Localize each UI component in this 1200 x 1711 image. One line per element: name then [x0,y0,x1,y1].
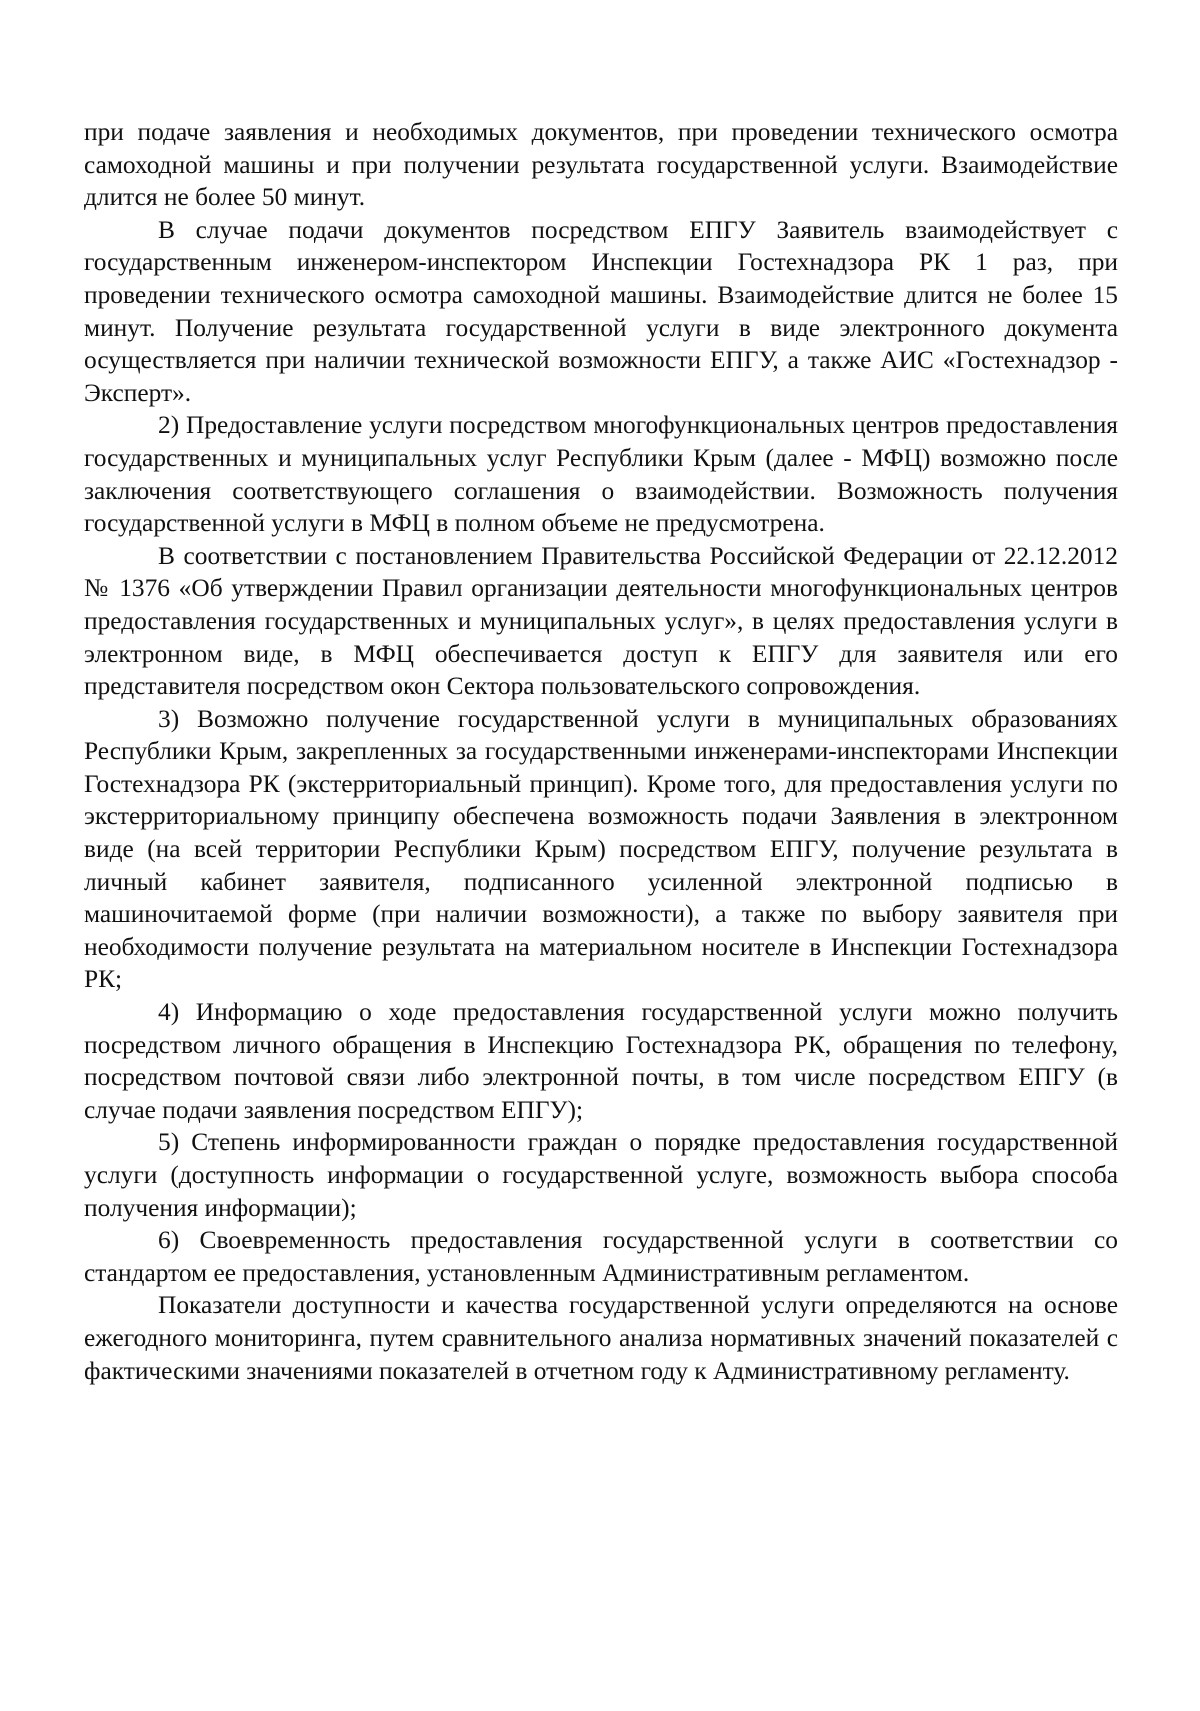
paragraph-epgu-interaction: В случае подачи документов посредством ЕПГУ Заявитель взаимодействует с государственным инженером-инспектором Инспекции Гостехнадзора РК 1 раз, при проведении технического осмотра самоходной машины. Взаимодействие длится не более 15 минут. Получение результата государственной услуги в виде электронного документа осуществляется при наличии технической возможности ЕПГУ, а также АИС «Гостехнадзор - Эксперт». [84,215,1118,407]
paragraph-continuation: при подаче заявления и необходимых документов, при проведении технического осмотра самоходной машины и при получении результата государственной услуги. Взаимодействие длится не более 50 минут. [84,118,1118,212]
paragraph-item-3-extraterritorial: 3) Возможно получение государственной услуги в муниципальных образованиях Республики Крым, закрепленных за государственными инженерами-инспекторами Инспекции Гостехнадзора РК (экстерриториальный принцип). Кроме того, для предоставления услуги по экстерриториальному принципу обеспечена возможность подачи Заявления в электронном виде (на всей территории Республики Крым) посредством ЕПГУ, получение результата в личный кабинет заявителя, подписанного усиленной электронной подписью в машиночитаемой форме (при наличии возможности), а также по выбору заявителя при необходимости получение результата на материальном носителе в Инспекции Гостехнадзора РК; [84,704,1118,994]
paragraph-government-decree: В соответствии с постановлением Правительства Российской Федерации от 22.12.2012 № 1376 «Об утверждении Правил организации деятельности многофункциональных центров предоставления государственных и муниципальных услуг», в целях предоставления услуги в электронном виде, в МФЦ обеспечивается доступ к ЕПГУ для заявителя или его представителя посредством окон Сектора пользовательского сопровождения. [84,541,1118,701]
paragraph-item-5-awareness: 5) Степень информированности граждан о порядке предоставления государственной услуги (доступность информации о государственной услуге, возможность выбора способа получения информации); [84,1128,1118,1222]
paragraph-item-6-timeliness: 6) Своевременность предоставления государственной услуги в соответствии со стандартом ее предоставления, установленным Административным регламентом. [84,1226,1118,1287]
paragraph-quality-indicators: Показатели доступности и качества государственной услуги определяются на основе ежегодного мониторинга, путем сравнительного анализа нормативных значений показателей с фактическими значениями показателей в отчетном году к Административному регламенту. [84,1291,1118,1385]
paragraph-item-2-mfc: 2) Предоставление услуги посредством многофункциональных центров предоставления государственных и муниципальных услуг Республики Крым (далее - МФЦ) возможно после заключения соответствующего соглашения о взаимодействии. Возможность получения государственной услуги в МФЦ в полном объеме не предусмотрена. [84,411,1118,538]
paragraph-item-4-progress-info: 4) Информацию о ходе предоставления государственной услуги можно получить посредством личного обращения в Инспекцию Гостехнадзора РК, обращения по телефону, посредством почтовой связи либо электронной почты, в том числе посредством ЕПГУ (в случае подачи заявления посредством ЕПГУ); [84,998,1118,1124]
document-page [84,116,1118,1387]
